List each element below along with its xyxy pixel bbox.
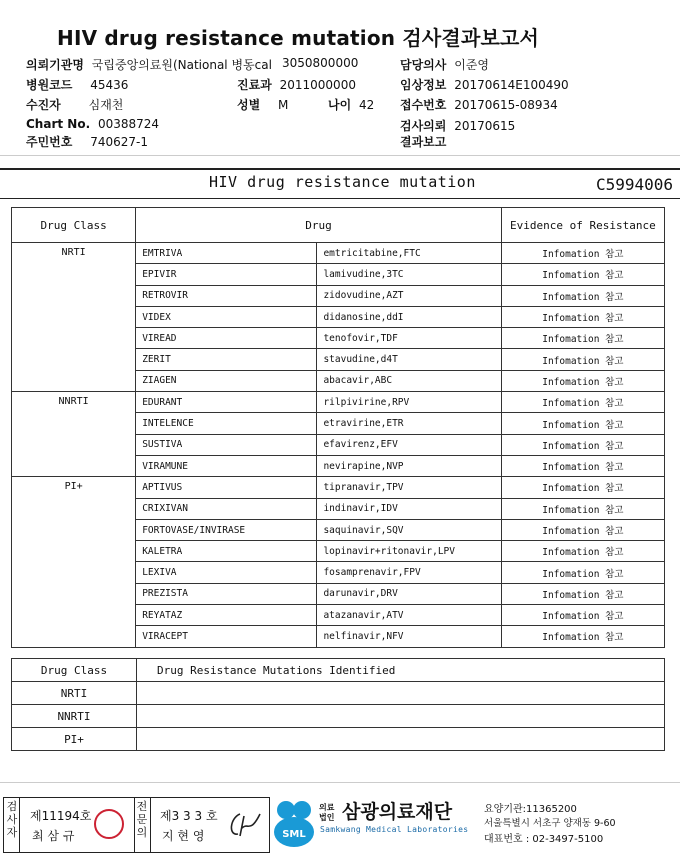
generic-cell: nevirapine,NVP bbox=[317, 455, 501, 476]
table-row bbox=[12, 392, 665, 413]
brand-cell: INTELENCE bbox=[136, 413, 317, 434]
doctor-value: 이준영 bbox=[454, 58, 489, 72]
evidence-cell: Infomation 참고 bbox=[501, 605, 664, 626]
evidence-cell: Infomation 참고 bbox=[501, 519, 664, 540]
org-code: 요양기관:11365200 bbox=[484, 804, 577, 815]
evidence-cell: Infomation 참고 bbox=[501, 455, 664, 476]
test-code: C5994006 bbox=[596, 175, 674, 194]
brand-cell: EMTRIVA bbox=[136, 243, 317, 264]
receipt-value: 20170615-08934 bbox=[454, 98, 558, 112]
doctor-row bbox=[400, 56, 489, 73]
receipt-row bbox=[400, 96, 558, 113]
reviewer-signature-icon bbox=[226, 808, 262, 842]
divider bbox=[0, 155, 680, 156]
chart-value: 00388724 bbox=[97, 117, 160, 131]
brand-cell: VIRACEPT bbox=[136, 626, 317, 647]
generic-cell: lamivudine,3TC bbox=[317, 264, 501, 285]
request-row bbox=[400, 117, 515, 134]
doctor-label: 담당의사 bbox=[400, 58, 447, 72]
table-row bbox=[12, 477, 665, 498]
evidence-cell: Infomation 참고 bbox=[501, 541, 664, 562]
dept-value: 2011000000 bbox=[279, 78, 356, 92]
section-top-rule bbox=[0, 168, 680, 170]
generic-cell: lopinavir+ritonavir,LPV bbox=[317, 541, 501, 562]
chart-row bbox=[26, 117, 159, 131]
brand-cell: EDURANT bbox=[136, 392, 317, 413]
generic-cell: tipranavir,TPV bbox=[317, 477, 501, 498]
evidence-cell: Infomation 참고 bbox=[501, 370, 664, 391]
mut-col-class: Drug Class bbox=[12, 659, 137, 682]
brand-cell: RETROVIR bbox=[136, 285, 317, 306]
generic-cell: rilpivirine,RPV bbox=[317, 392, 501, 413]
mutations-table bbox=[11, 658, 665, 751]
brand-cell: REYATAZ bbox=[136, 605, 317, 626]
mut-col-mutations: Drug Resistance Mutations Identified bbox=[137, 659, 665, 682]
age-label: 나이 bbox=[328, 98, 352, 112]
request-value: 20170615 bbox=[454, 119, 516, 133]
table-header-row bbox=[12, 208, 665, 243]
drug-class-cell: NNRTI bbox=[12, 392, 136, 477]
signature-box bbox=[3, 797, 270, 853]
evidence-cell: Infomation 참고 bbox=[501, 243, 664, 264]
id-value: 740627-1 bbox=[90, 135, 148, 149]
drug-class-cell: NRTI bbox=[12, 243, 136, 392]
table-row bbox=[12, 682, 665, 705]
table-row bbox=[12, 728, 665, 751]
report-label: 결과보고 bbox=[400, 135, 447, 149]
generic-cell: nelfinavir,NFV bbox=[317, 626, 501, 647]
generic-cell: didanosine,ddI bbox=[317, 306, 501, 327]
sig-divider bbox=[134, 798, 135, 852]
evidence-cell: Infomation 참고 bbox=[501, 306, 664, 327]
section-title: HIV drug resistance mutation bbox=[209, 173, 476, 191]
mut-value-cell bbox=[137, 682, 665, 705]
org-en: Samkwang Medical Laboratories bbox=[320, 825, 469, 834]
mut-value-cell bbox=[137, 728, 665, 751]
brand-cell: LEXIVA bbox=[136, 562, 317, 583]
institution-label: 의뢰기관명 bbox=[26, 58, 84, 72]
clinical-row bbox=[400, 76, 569, 93]
patient-row bbox=[26, 96, 123, 113]
generic-cell: emtricitabine,FTC bbox=[317, 243, 501, 264]
hospital-code-value: 45436 bbox=[90, 78, 129, 92]
generic-cell: darunavir,DRV bbox=[317, 583, 501, 604]
evidence-cell: Infomation 참고 bbox=[501, 434, 664, 455]
evidence-cell: Infomation 참고 bbox=[501, 264, 664, 285]
evidence-cell: Infomation 참고 bbox=[501, 498, 664, 519]
mut-class-cell: PI+ bbox=[12, 728, 137, 751]
generic-cell: tenofovir,TDF bbox=[317, 328, 501, 349]
evidence-cell: Infomation 참고 bbox=[501, 583, 664, 604]
dept-label: 진료과 bbox=[237, 78, 272, 92]
sex-value: M bbox=[278, 98, 289, 112]
brand-cell: VIDEX bbox=[136, 306, 317, 327]
brand-cell: FORTOVASE/INVIRASE bbox=[136, 519, 317, 540]
mut-value-cell bbox=[137, 705, 665, 728]
brand-cell: CRIXIVAN bbox=[136, 498, 317, 519]
generic-cell: fosamprenavir,FPV bbox=[317, 562, 501, 583]
brand-cell: EPIVIR bbox=[136, 264, 317, 285]
sex-label: 성별 bbox=[237, 98, 261, 112]
id-label: 주민번호 bbox=[26, 135, 73, 149]
brand-cell: SUSTIVA bbox=[136, 434, 317, 455]
patient-value: 심재천 bbox=[88, 98, 124, 112]
brand-cell: VIREAD bbox=[136, 328, 317, 349]
drug-class-cell: PI+ bbox=[12, 477, 136, 647]
id-row bbox=[26, 133, 148, 150]
dept-row bbox=[237, 76, 356, 93]
org-prefix: 의료법인 bbox=[319, 803, 335, 822]
sml-logo-icon bbox=[272, 796, 316, 850]
age-value: 42 bbox=[359, 98, 375, 112]
report-title: HIV drug resistance mutation 검사결과보고서 bbox=[57, 26, 540, 50]
institution-row bbox=[26, 56, 272, 73]
evidence-cell: Infomation 참고 bbox=[501, 349, 664, 370]
hospital-code-label: 병원코드 bbox=[26, 78, 73, 92]
drug-table bbox=[11, 207, 665, 648]
col-drug-class: Drug Class bbox=[12, 208, 136, 243]
reviewer-label: 전문의 bbox=[136, 800, 148, 839]
evidence-cell: Infomation 참고 bbox=[501, 392, 664, 413]
generic-cell: stavudine,d4T bbox=[317, 349, 501, 370]
brand-cell: KALETRA bbox=[136, 541, 317, 562]
tester-no: 제11194호 bbox=[30, 809, 92, 823]
sig-divider bbox=[150, 798, 151, 852]
generic-cell: saquinavir,SQV bbox=[317, 519, 501, 540]
hospital-code-row bbox=[26, 76, 128, 93]
generic-cell: zidovudine,AZT bbox=[317, 285, 501, 306]
reviewer-name: 지 현 영 bbox=[162, 829, 205, 843]
tester-name: 최 삼 규 bbox=[32, 829, 75, 843]
org-tel: 대표번호 : 02-3497-5100 bbox=[484, 834, 604, 845]
ward-value: 3050800000 bbox=[282, 56, 359, 70]
brand-cell: APTIVUS bbox=[136, 477, 317, 498]
mutations-header-row bbox=[12, 659, 665, 682]
brand-cell: PREZISTA bbox=[136, 583, 317, 604]
evidence-cell: Infomation 참고 bbox=[501, 562, 664, 583]
table-row bbox=[12, 243, 665, 264]
footer-divider bbox=[0, 782, 680, 783]
generic-cell: abacavir,ABC bbox=[317, 370, 501, 391]
col-drug: Drug bbox=[136, 208, 502, 243]
logo-text: SML bbox=[282, 829, 306, 840]
table-row bbox=[12, 705, 665, 728]
brand-cell: VIRAMUNE bbox=[136, 455, 317, 476]
clinical-value: 20170614E100490 bbox=[454, 78, 569, 92]
generic-cell: indinavir,IDV bbox=[317, 498, 501, 519]
generic-cell: etravirine,ETR bbox=[317, 413, 501, 434]
brand-cell: ZERIT bbox=[136, 349, 317, 370]
generic-cell: efavirenz,EFV bbox=[317, 434, 501, 455]
col-evidence: Evidence of Resistance bbox=[501, 208, 664, 243]
clinical-label: 임상정보 bbox=[400, 78, 447, 92]
mut-class-cell: NRTI bbox=[12, 682, 137, 705]
patient-label: 수진자 bbox=[26, 98, 61, 112]
reviewer-no: 제3 3 3 호 bbox=[160, 809, 218, 823]
brand-cell: ZIAGEN bbox=[136, 370, 317, 391]
receipt-label: 접수번호 bbox=[400, 98, 447, 112]
evidence-cell: Infomation 참고 bbox=[501, 328, 664, 349]
section-bottom-rule bbox=[0, 198, 680, 199]
org-name: 삼광의료재단 bbox=[342, 801, 453, 823]
sig-divider bbox=[19, 798, 20, 852]
evidence-cell: Infomation 참고 bbox=[501, 477, 664, 498]
evidence-cell: Infomation 참고 bbox=[501, 413, 664, 434]
mut-class-cell: NNRTI bbox=[12, 705, 137, 728]
sex-row bbox=[237, 96, 288, 113]
chart-label: Chart No. bbox=[26, 117, 91, 131]
org-address: 서울특별시 서초구 양재동 9-60 bbox=[484, 818, 616, 829]
report-row bbox=[400, 133, 450, 150]
age-row bbox=[328, 96, 374, 113]
tester-label: 검사자 bbox=[6, 800, 18, 839]
tester-seal-icon bbox=[94, 809, 124, 839]
evidence-cell: Infomation 참고 bbox=[501, 285, 664, 306]
request-label: 검사의뢰 bbox=[400, 119, 447, 133]
evidence-cell: Infomation 참고 bbox=[501, 626, 664, 647]
generic-cell: atazanavir,ATV bbox=[317, 605, 501, 626]
institution-value: 국립중앙의료원(National 병동cal bbox=[91, 58, 272, 72]
